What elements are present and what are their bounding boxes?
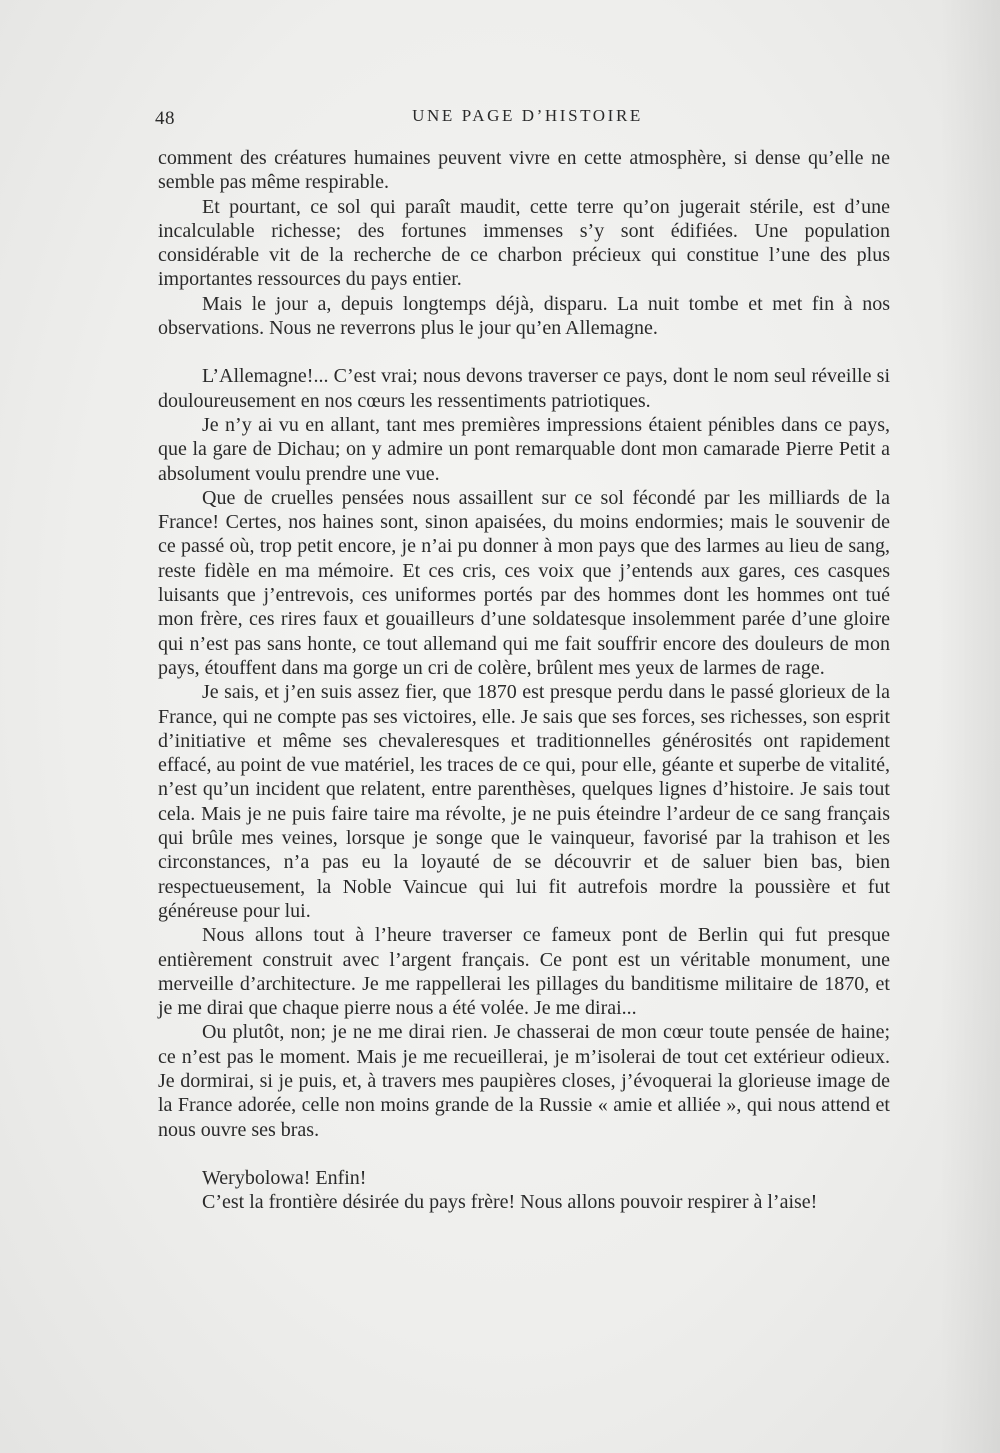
running-head — [155, 104, 890, 134]
paragraph: Et pourtant, ce sol qui paraît maudit, cette terre qu’on jugerait stérile, est d’une incalculable richesse; des fortunes immenses s’y sont édifiées. Une population considérable vit de la recherche de ce charbon précieux qui constitue l’une des plus importantes ressources du pays entier. — [158, 195, 890, 291]
paragraph: Mais le jour a, depuis longtemps déjà, disparu. La nuit tombe et met fin à nos observations. Nous ne reverrons plus le jour qu’en Allemagne. — [158, 292, 890, 340]
paragraph: Que de cruelles pensées nous assaillent sur ce sol fécondé par les milliards de la France! Certes, nos haines sont, sinon apaisées, du moins endormies; mais le souvenir de ce passé où, trop petit encore, je n’ai pu donner à mon pays que des larmes au lieu de sang, reste fidèle en ma mémoire. Et ces cris, ces voix que j’entends aux gares, ces casques luisants que j’entrevois, ces uniformes portés par des hommes dont les hommes ont tué mon frère, ces rires faux et gouailleurs d’une soldatesque insolemment parée d’une gloire qui n’est pas sans honte, ce tout allemand qui me fait souffrir encore des douleurs de mon pays, étouffent dans ma gorge un cri de colère, brûlent mes yeux de larmes de rage. — [158, 486, 890, 679]
page-edge-shadow — [940, 0, 1000, 1453]
running-title: UNE PAGE D’HISTOIRE — [412, 106, 643, 125]
paragraph: Je n’y ai vu en allant, tant mes premières impressions étaient pénibles dans ce pays, que la gare de Dichau; on y admire un pont remarquable dont mon camarade Pierre Petit a absolument voulu prendre une vue. — [158, 413, 890, 485]
paragraph: Werybolowa! Enfin! — [202, 1166, 367, 1189]
body-text — [158, 146, 890, 1214]
paragraph: Nous allons tout à l’heure traverser ce fameux pont de Berlin qui fut presque entièrement construit avec l’argent français. Ce pont est un véritable monument, une merveille d’architecture. Je me rappellerai les pillages du banditisme militaire de 1870, et je me dirai que chaque pierre nous a été volée. Je me dirai... — [158, 924, 890, 1020]
paragraph: C’est la frontière désirée du pays frère! Nous allons pouvoir respirer à l’aise! — [202, 1191, 818, 1214]
paragraph: comment des créatures humaines peuvent vivre en cette atmosphère, si dense qu’elle ne semble pas même respirable. — [158, 147, 890, 194]
paragraph: Ou plutôt, non; je ne me dirai rien. Je chasserai de mon cœur toute pensée de haine; ce n’est pas le moment. Mais je me recueillerai, je m’isolerai de tout cet extérieur odieux. Je dormirai, si je puis, et, à travers mes paupières closes, j’évoquerai la glorieuse image de la France adorée, celle non moins grande de la Russie « amie et alliée », qui nous attend et nous ouvre ses bras. — [158, 1021, 890, 1141]
paragraph: Je sais, et j’en suis assez fier, que 1870 est presque perdu dans le passé glorieux de la France, qui ne compte pas ses victoires, elle. Je sais que ses forces, ses richesses, son esprit d’initiative et même ses chevaleresques et traditionnelles générosités ont rapidement effacé, au point de vue matériel, les traces de ce qui, pour elle, géante et superbe de vitalité, n’est qu’un incident que relatent, entre parenthèses, quelques lignes d’histoire. Je sais tout cela. Mais je ne puis faire taire ma révolte, je ne puis éteindre l’ardeur de ce sang français qui brûle mes veines, lorsque je songe que le vainqueur, favorisé par la trahison et les circonstances, n’a pas eu la loyauté de se découvrir et de saluer bien bas, bien respectueusement, la Noble Vaincue qui lui fit autrefois mordre la poussière et fut généreuse pour lui. — [158, 681, 890, 922]
page-number: 48 — [155, 108, 175, 129]
paragraph: L’Allemagne!... C’est vrai; nous devons traverser ce pays, dont le nom seul réveille si douloureusement en nos cœurs les ressentiments patriotiques. — [158, 365, 890, 412]
